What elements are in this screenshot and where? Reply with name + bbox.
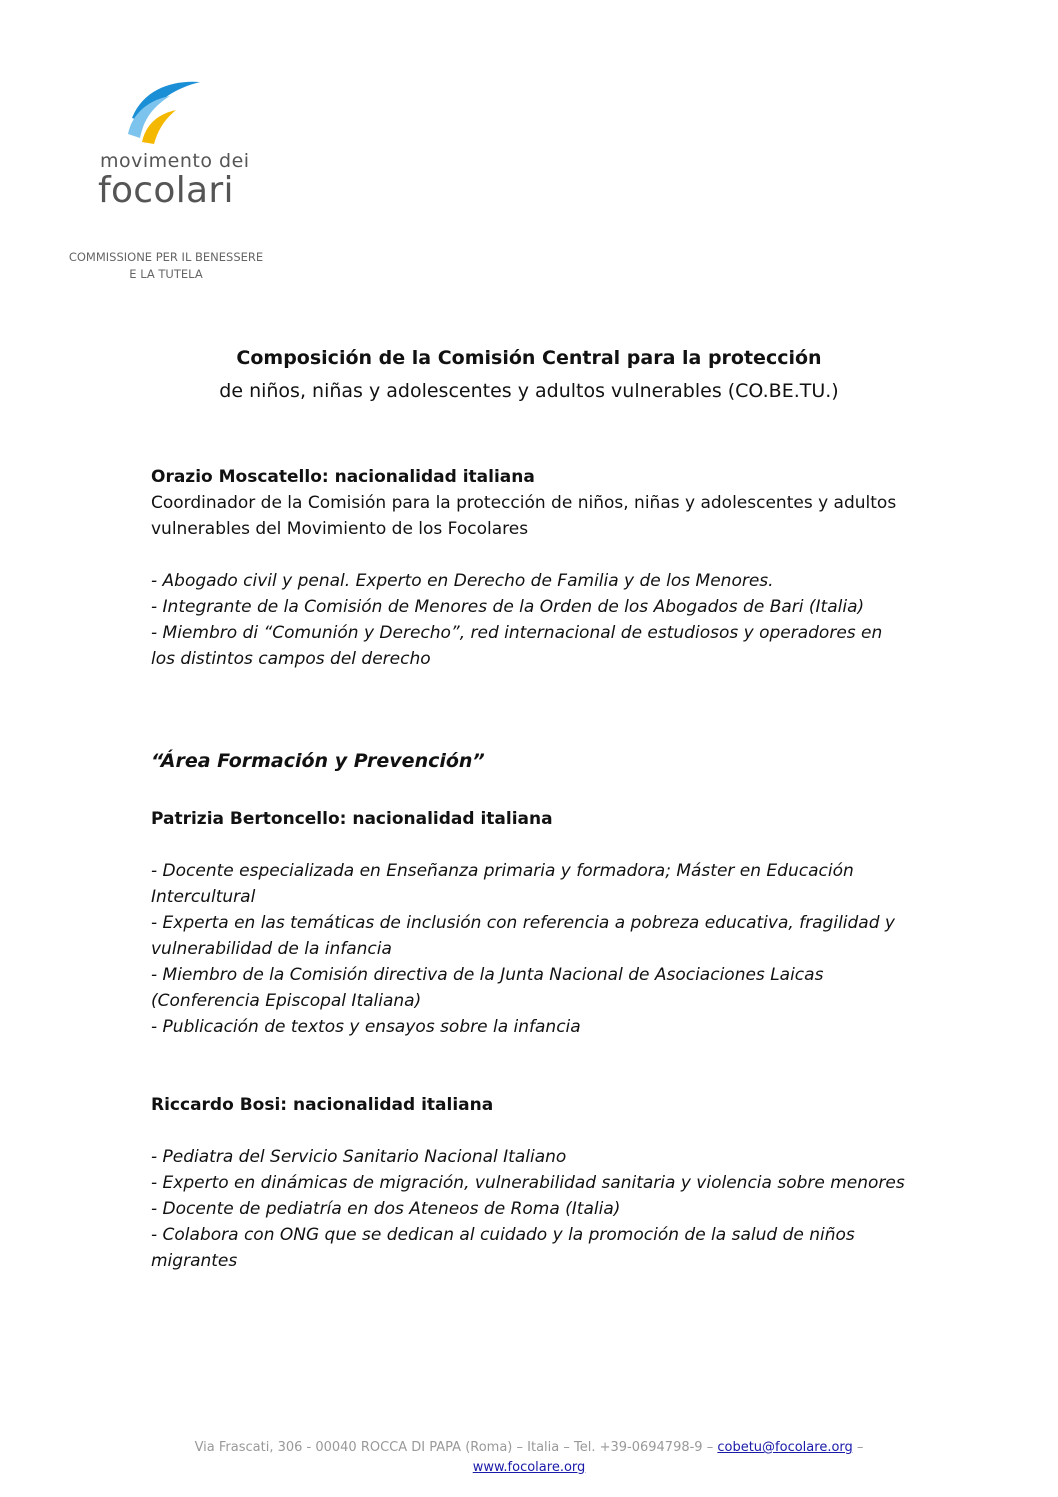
member-name: Orazio Moscatello: nacionalidad italiana [151, 467, 535, 487]
footer-address-line [0, 1440, 1058, 1455]
member-item: - Docente de pediatría en dos Ateneos de Roma (Italia) [151, 1199, 621, 1219]
member-item: vulnerabilidad de la infancia [151, 939, 392, 959]
commission-label [52, 249, 280, 283]
member-item: - Experto en dinámicas de migración, vulnerabilidad sanitaria y violencia sobre menores [151, 1173, 905, 1193]
member-item: Intercultural [151, 887, 256, 907]
member-coordinator [151, 464, 921, 672]
member-name: Patrizia Bertoncello: nacionalidad italiana [151, 809, 553, 829]
member-item: - Experta en las temáticas de inclusión con referencia a pobreza educativa, fragilidad y [151, 913, 895, 933]
member-item: - Abogado civil y penal. Experto en Derecho de Familia y de los Menores. [151, 571, 774, 591]
area-heading: “Área Formación y Prevención” [151, 750, 485, 772]
member-item: - Integrante de la Comisión de Menores de la Orden de los Abogados de Bari (Italia) [151, 597, 865, 617]
document-title-line1: Composición de la Comisión Central para la protección [236, 347, 822, 369]
logo-text-line1: movimento dei [100, 150, 250, 172]
member-item: los distintos campos del derecho [151, 649, 431, 669]
member-item: - Publicación de textos y ensayos sobre la infancia [151, 1017, 581, 1037]
member-item: - Miembro de la Comisión directiva de la Junta Nacional de Asociaciones Laicas [151, 965, 824, 985]
commission-line1: COMMISSIONE PER IL BENESSERE [68, 250, 264, 264]
member-item: migrantes [151, 1251, 238, 1271]
focolari-logo [98, 78, 258, 218]
footer-website-link[interactable]: www.focolare.org [472, 1460, 586, 1475]
logo-text-line2: focolari [98, 170, 234, 211]
member-role: Coordinador de la Comisión para la protección de niños, niñas y adolescentes y adultos [151, 493, 897, 513]
footer-dash: – [856, 1440, 864, 1455]
member-item: - Miembro di “Comunión y Derecho”, red internacional de estudiosos y operadores en [151, 623, 883, 643]
member-item: - Pediatra del Servicio Sanitario Nacional Italiano [151, 1147, 567, 1167]
member-item: - Colabora con ONG que se dedican al cuidado y la promoción de la salud de niños [151, 1225, 855, 1245]
member-role: vulnerables del Movimiento de los Focolares [151, 519, 529, 539]
member-bertoncello [151, 806, 921, 1040]
member-item: (Conferencia Episcopal Italiana) [151, 991, 422, 1011]
member-bosi [151, 1092, 921, 1274]
focolari-logo-mark-icon [124, 78, 204, 148]
footer-email-link[interactable]: cobetu@focolare.org [717, 1440, 853, 1455]
footer-website-line [0, 1460, 1058, 1475]
document-title-line2: de niños, niñas y adolescentes y adultos vulnerables (CO.BE.TU.) [219, 380, 839, 402]
commission-line2: E LA TUTELA [129, 267, 203, 281]
footer-address: Via Frascati, 306 - 00040 ROCCA DI PAPA (Roma) – Italia – Tel. +39-0694798-9 – [194, 1440, 714, 1455]
member-name: Riccardo Bosi: nacionalidad italiana [151, 1095, 494, 1115]
member-item: - Docente especializada en Enseñanza primaria y formadora; Máster en Educación [151, 861, 854, 881]
